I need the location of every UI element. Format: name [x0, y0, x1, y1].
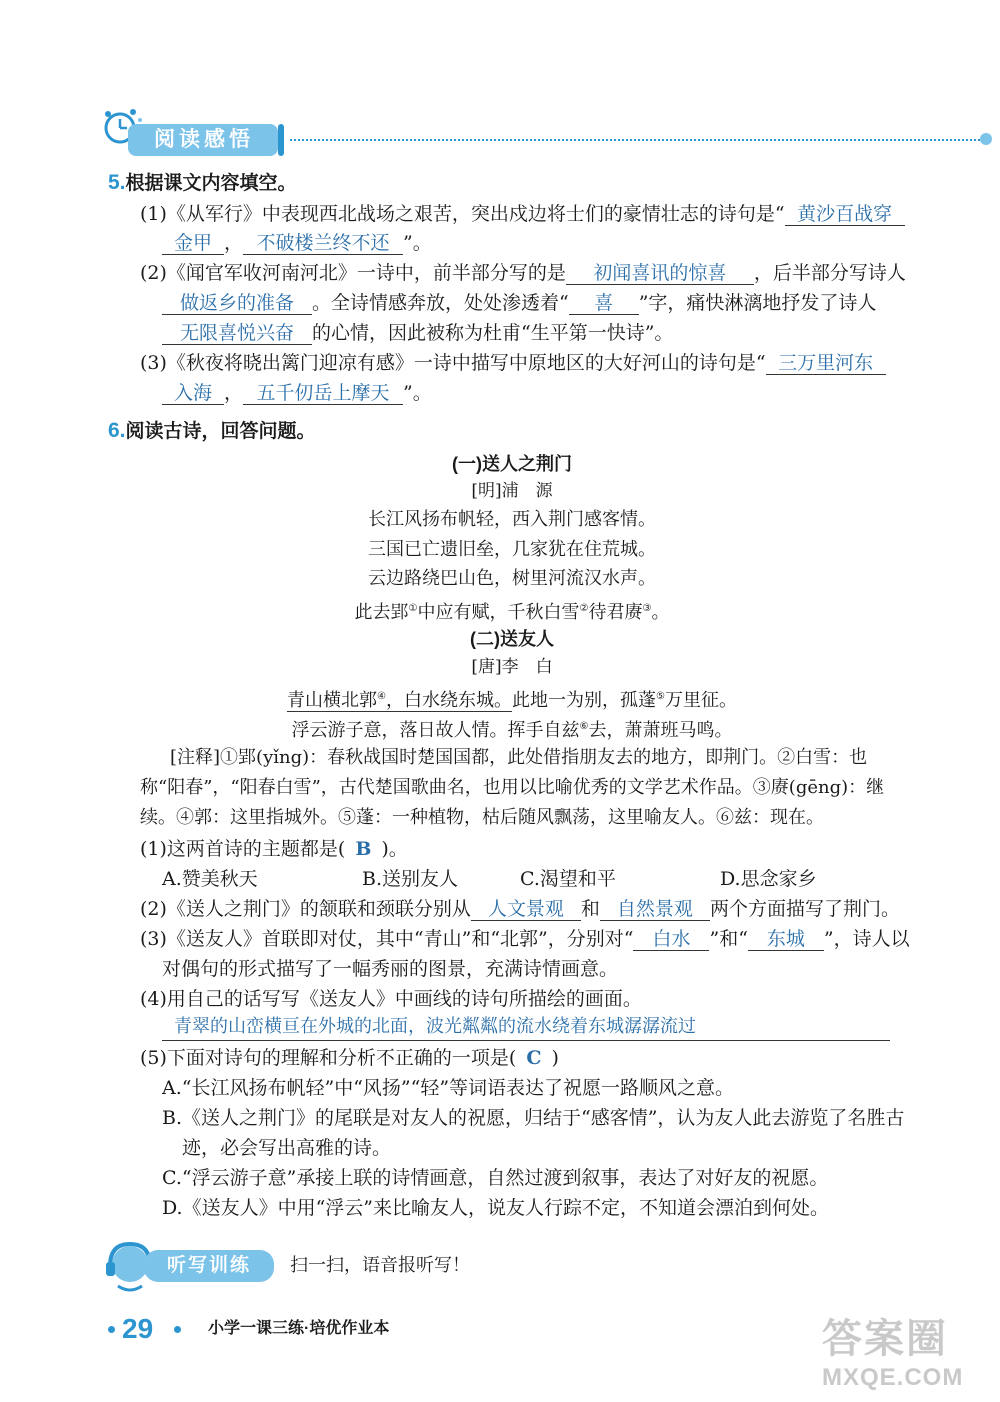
- watermark-logo: 答案圈: [822, 1317, 948, 1361]
- listen-section: [100, 1236, 500, 1296]
- book-title: 小学一课三练·培优作业本: [208, 1320, 390, 1337]
- option: D.《送友人》中用“浮云”来比喻友人，说友人行踪不定，不知道会漂泊到何处。: [162, 1197, 830, 1219]
- banner-title: 阅读感悟: [154, 128, 254, 151]
- banner-end-dot: [980, 133, 992, 145]
- notes-line: 称“阳春”，“阳春白雪”，古代楚国歌曲名，也用以比喻优秀的文学艺术作品。③赓(gēng)：继: [140, 777, 885, 798]
- option: 迹，必会写出高雅的诗。: [182, 1137, 392, 1159]
- poem2-line: 青山横北郭④，白水绕东城。此地一为别，孤蓬⑤万里征。: [287, 690, 737, 711]
- poem1-title: (一)送人之荆门: [452, 454, 572, 474]
- option: C.“浮云游子意”承接上联的诗情画意，自然过渡到叙事，表达了对好友的祝愿。: [162, 1167, 829, 1189]
- answer-blank: 无限喜悦兴奋: [162, 322, 312, 345]
- option: D.思念家乡: [720, 868, 817, 890]
- poem2-title: (二)送友人: [470, 629, 554, 649]
- answer-blank: 做返乡的准备: [162, 292, 312, 315]
- notes-line: 续。④郭：这里指城外。⑤蓬：一种植物，枯后随风飘荡，这里喻友人。⑥兹：现在。: [140, 807, 824, 828]
- answer-blank: 不破楼兰终不还: [243, 232, 403, 255]
- answer-blank: 人文景观: [471, 898, 581, 921]
- poem1-author: [明]浦 源: [471, 481, 553, 501]
- q6-sub5-stem: (5)下面对诗句的理解和分析不正确的一项是( C ): [140, 1047, 559, 1069]
- poem2-author: [唐]李 白: [471, 657, 553, 677]
- banner-dotted-line: [290, 139, 980, 141]
- written-answer: 青翠的山峦横亘在外城的北面，波光粼粼的流水绕着东城潺潺流过: [174, 1016, 696, 1037]
- q6-sub4-stem: (4)用自己的话写写《送友人》中画线的诗句所描绘的画面。: [140, 988, 642, 1010]
- answer-blank: 五千仞岳上摩天: [243, 382, 403, 405]
- answer-choice: B: [355, 838, 372, 860]
- q5-item-1: (1)《从军行》中表现西北战场之艰苦，突出戍边将士们的豪情壮志的诗句是“ 黄沙百战穿: [140, 201, 905, 227]
- q6-title: 阅读古诗，回答问题。: [125, 421, 316, 442]
- poem1-line: 云边路绕巴山色，树里河流汉水声。: [368, 568, 656, 589]
- q5-item-3: (3)《秋夜将晓出篱门迎凉有感》一诗中描写中原地区的大好河山的诗句是“ 三万里河东: [140, 350, 886, 376]
- q5-item-2-cont: 做返乡的准备 。全诗情感奔放，处处渗透着“ 喜 ”字，痛快淋漓地抒发了诗人: [162, 290, 876, 316]
- q6-heading: [108, 418, 316, 445]
- answer-blank: 金甲: [162, 232, 224, 255]
- q6-number: 6.: [108, 419, 126, 442]
- answer-choice: C: [526, 1047, 542, 1069]
- q5-heading: [108, 170, 297, 197]
- option: B.送别友人: [362, 868, 459, 890]
- page-footer: [108, 1310, 508, 1350]
- option: A.赞美秋天: [162, 868, 258, 890]
- answer-blank: 喜: [569, 292, 639, 315]
- answer-blank: 自然景观: [600, 898, 710, 921]
- poem2-line: 浮云游子意，落日故人情。挥手自兹⑥去，萧萧班马鸣。: [291, 720, 733, 741]
- q5-item-2: (2)《闻官军收河南河北》一诗中，前半部分写的是 初闻喜讯的惊喜 ，后半部分写诗人: [140, 262, 906, 284]
- watermark: [808, 1316, 994, 1398]
- notes-line: [注释]①郢(yǐng)：春秋战国时楚国国都，此处借指朋友去的地方，即荆门。②白雪：也: [170, 747, 868, 768]
- answer-blank: 初闻喜讯的惊喜: [566, 262, 754, 285]
- poem1-line: 长江风扬布帆轻，西入荆门感客情。: [368, 509, 656, 530]
- watermark-url: MXQE.COM: [822, 1364, 964, 1391]
- q5-title: 根据课文内容填空。: [125, 173, 297, 194]
- q6-sub2: (2)《送人之荆门》的颔联和颈联分别从 人文景观 和 自然景观 两个方面描写了荆门。: [140, 898, 900, 920]
- q6-sub3-cont: 对偶句的形式描写了一幅秀丽的图景，充满诗情画意。: [162, 958, 619, 980]
- answer-blank: 三万里河东: [766, 352, 886, 375]
- answer-blank: 黄沙百战穿: [785, 203, 905, 226]
- q5-item-1-cont: 金甲 ， 不破楼兰终不还 ”。: [162, 230, 432, 256]
- option: C.渴望和平: [520, 868, 616, 890]
- option: A.“长江风扬布帆轻”中“风扬”“轻”等词语表达了祝愿一路顺风之意。: [162, 1077, 735, 1099]
- answer-blank: 白水: [633, 928, 709, 951]
- answer-blank: 入海: [162, 382, 224, 405]
- page-number: 29: [122, 1313, 154, 1344]
- underlined-verse: 青山横北郭④，白水绕东城。: [287, 690, 512, 711]
- scan-hint: 扫一扫，语音报听写！: [290, 1255, 470, 1276]
- q6-sub3: (3)《送友人》首联即对仗，其中“青山”和“北郭”，分别对“ 白水 ”和“ 东城 ”，诗人以: [140, 928, 910, 950]
- answer-blank: 东城: [748, 928, 824, 951]
- q5-item-2-cont2: 无限喜悦兴奋 的心情，因此被称为杜甫“生平第一快诗”。: [162, 320, 673, 346]
- q6-sub1-stem: (1)这两首诗的主题都是( B )。: [140, 838, 408, 860]
- q5-number: 5.: [108, 171, 126, 194]
- listen-title: 听写训练: [166, 1255, 251, 1276]
- q5-item-3-cont: 入海 ， 五千仞岳上摩天 ”。: [162, 380, 432, 406]
- section-banner: [100, 100, 1000, 160]
- poem1-line: 三国已亡遗旧垒，几家犹在住荒城。: [368, 539, 656, 560]
- option: B.《送人之荆门》的尾联是对友人的祝愿，归结于“感客情”，认为友人此去游览了名胜古: [162, 1107, 905, 1129]
- poem1-line: 此去郢①中应有赋，千秋白雪②待君赓③。: [354, 602, 670, 623]
- q6-sub4-answer-line: [162, 1014, 890, 1041]
